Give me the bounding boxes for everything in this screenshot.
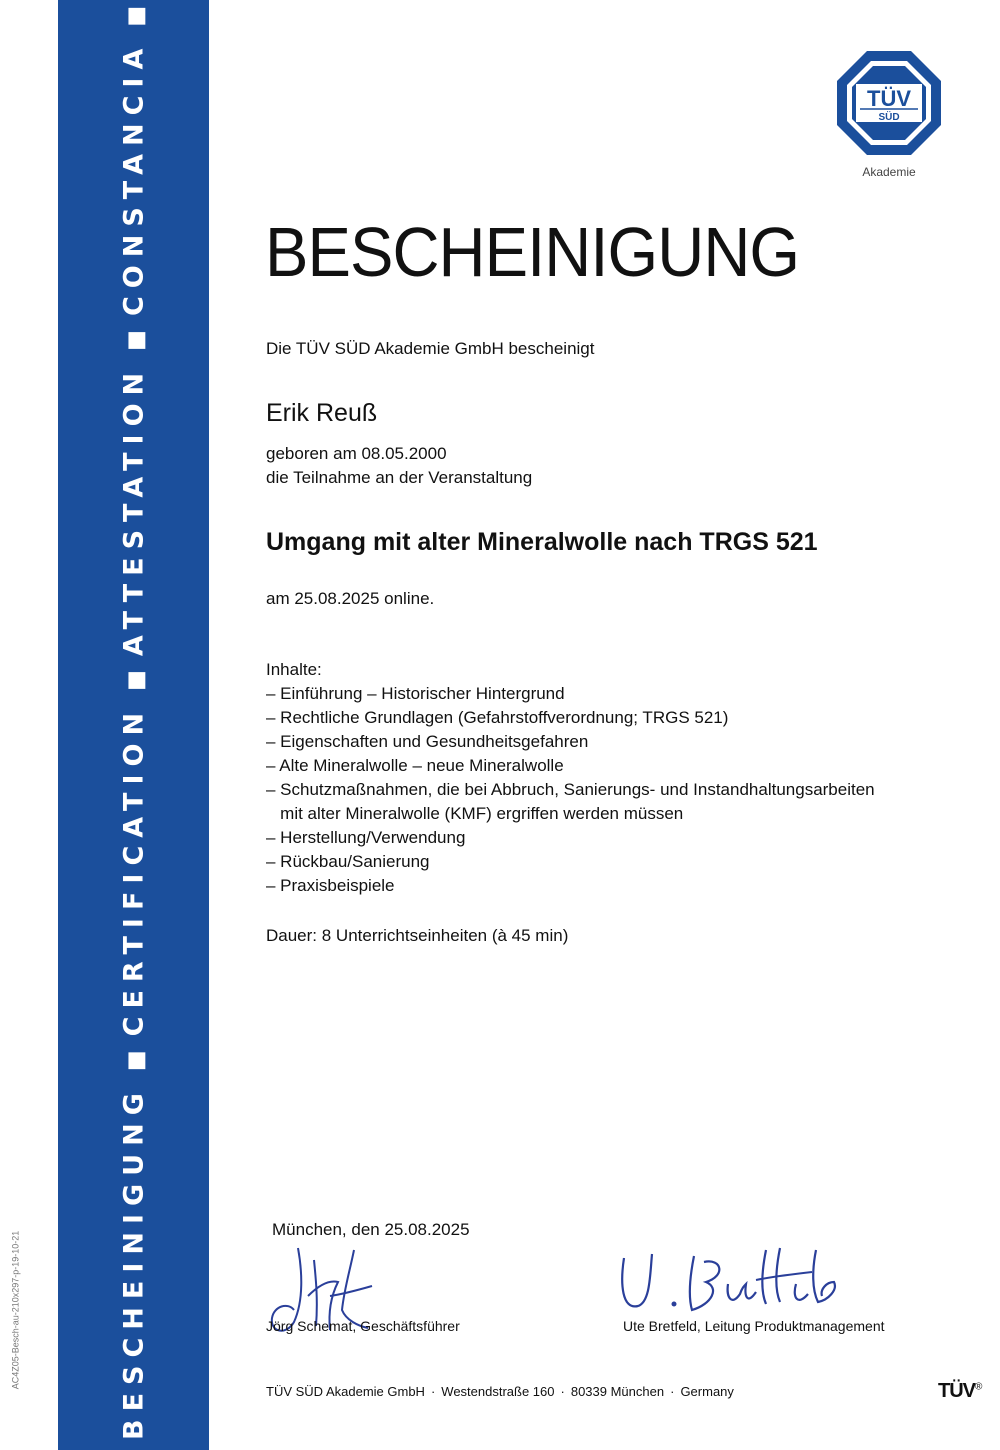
footer-country: Germany xyxy=(680,1384,734,1399)
svg-text:TÜV: TÜV xyxy=(867,86,911,111)
tuv-sud-logo xyxy=(836,50,942,179)
svg-text:SÜD: SÜD xyxy=(878,112,900,123)
sidebar-certificate-words xyxy=(118,5,149,1440)
logo-caption: Akademie xyxy=(862,165,916,179)
list-item: – Eigenschaften und Gesundheitsgefahren xyxy=(266,732,589,751)
course-title: Umgang mit alter Mineralwolle nach TRGS 521 xyxy=(266,528,818,556)
list-item: mit alter Mineralwolle (KMF) ergriffen werden müssen xyxy=(266,804,684,823)
certificate-title: BESCHEINIGUNG xyxy=(265,213,800,291)
person-name: Erik Reuß xyxy=(266,399,378,427)
tuv-sud-octagon-icon xyxy=(836,50,942,156)
signer-1-name: Jörg Schemat, Geschäftsführer xyxy=(266,1318,460,1334)
list-item: – Herstellung/Verwendung xyxy=(266,828,466,847)
list-item: – Praxisbeispiele xyxy=(266,876,395,895)
form-code: AC4Z05-Besch-au-210x297-p-19-10-21 xyxy=(10,1230,21,1390)
footer-street: Westendstraße 160 xyxy=(441,1384,555,1399)
participation-line: die Teilnahme an der Veranstaltung xyxy=(266,468,533,487)
footer-city: 80339 München xyxy=(570,1384,665,1399)
birth-line: geboren am 08.05.2000 xyxy=(266,444,447,463)
signature-2 xyxy=(616,1240,856,1320)
footer-address xyxy=(266,1384,734,1399)
contents-list xyxy=(266,658,875,898)
list-item: – Schutzmaßnahmen, die bei Abbruch, Sanierungs- und Instandhaltungsarbeiten xyxy=(266,780,875,799)
contents-heading: Inhalte: xyxy=(266,660,322,679)
sidebar-separator: ■ xyxy=(123,670,148,691)
footer-separator: · xyxy=(670,1384,675,1399)
registered-mark: ® xyxy=(975,1381,982,1393)
footer-logo xyxy=(938,1380,981,1403)
footer-separator: · xyxy=(430,1384,436,1399)
duration-line: Dauer: 8 Unterrichtseinheiten (à 45 min) xyxy=(266,926,569,945)
sidebar-band xyxy=(58,0,209,1450)
sidebar-word: CONSTANCIA xyxy=(118,40,149,317)
list-item: – Alte Mineralwolle – neue Mineralwolle xyxy=(266,756,564,775)
sidebar-separator: ■ xyxy=(123,330,148,351)
sidebar-word: CERTIFICATION xyxy=(118,704,149,1037)
sidebar-word: BESCHEINIGUNG xyxy=(118,1085,149,1440)
list-item: – Einführung – Historischer Hintergrund xyxy=(266,684,565,703)
sidebar-word: ATTESTATION xyxy=(118,364,149,657)
place-date: München, den 25.08.2025 xyxy=(272,1220,470,1239)
list-item: – Rückbau/Sanierung xyxy=(266,852,430,871)
sidebar-separator: ■ xyxy=(123,5,148,27)
footer-logo-text: TÜV xyxy=(938,1380,975,1402)
footer-company: TÜV SÜD Akademie GmbH xyxy=(266,1384,425,1399)
sidebar-separator: ■ xyxy=(123,1050,148,1072)
footer-separator: · xyxy=(560,1384,565,1399)
issuer-line: Die TÜV SÜD Akademie GmbH bescheinigt xyxy=(266,339,595,358)
signer-2-name: Ute Bretfeld, Leitung Produktmanagement xyxy=(623,1318,885,1334)
event-date-line: am 25.08.2025 online. xyxy=(266,589,435,608)
list-item: – Rechtliche Grundlagen (Gefahrstoffverordnung; TRGS 521) xyxy=(266,708,729,727)
